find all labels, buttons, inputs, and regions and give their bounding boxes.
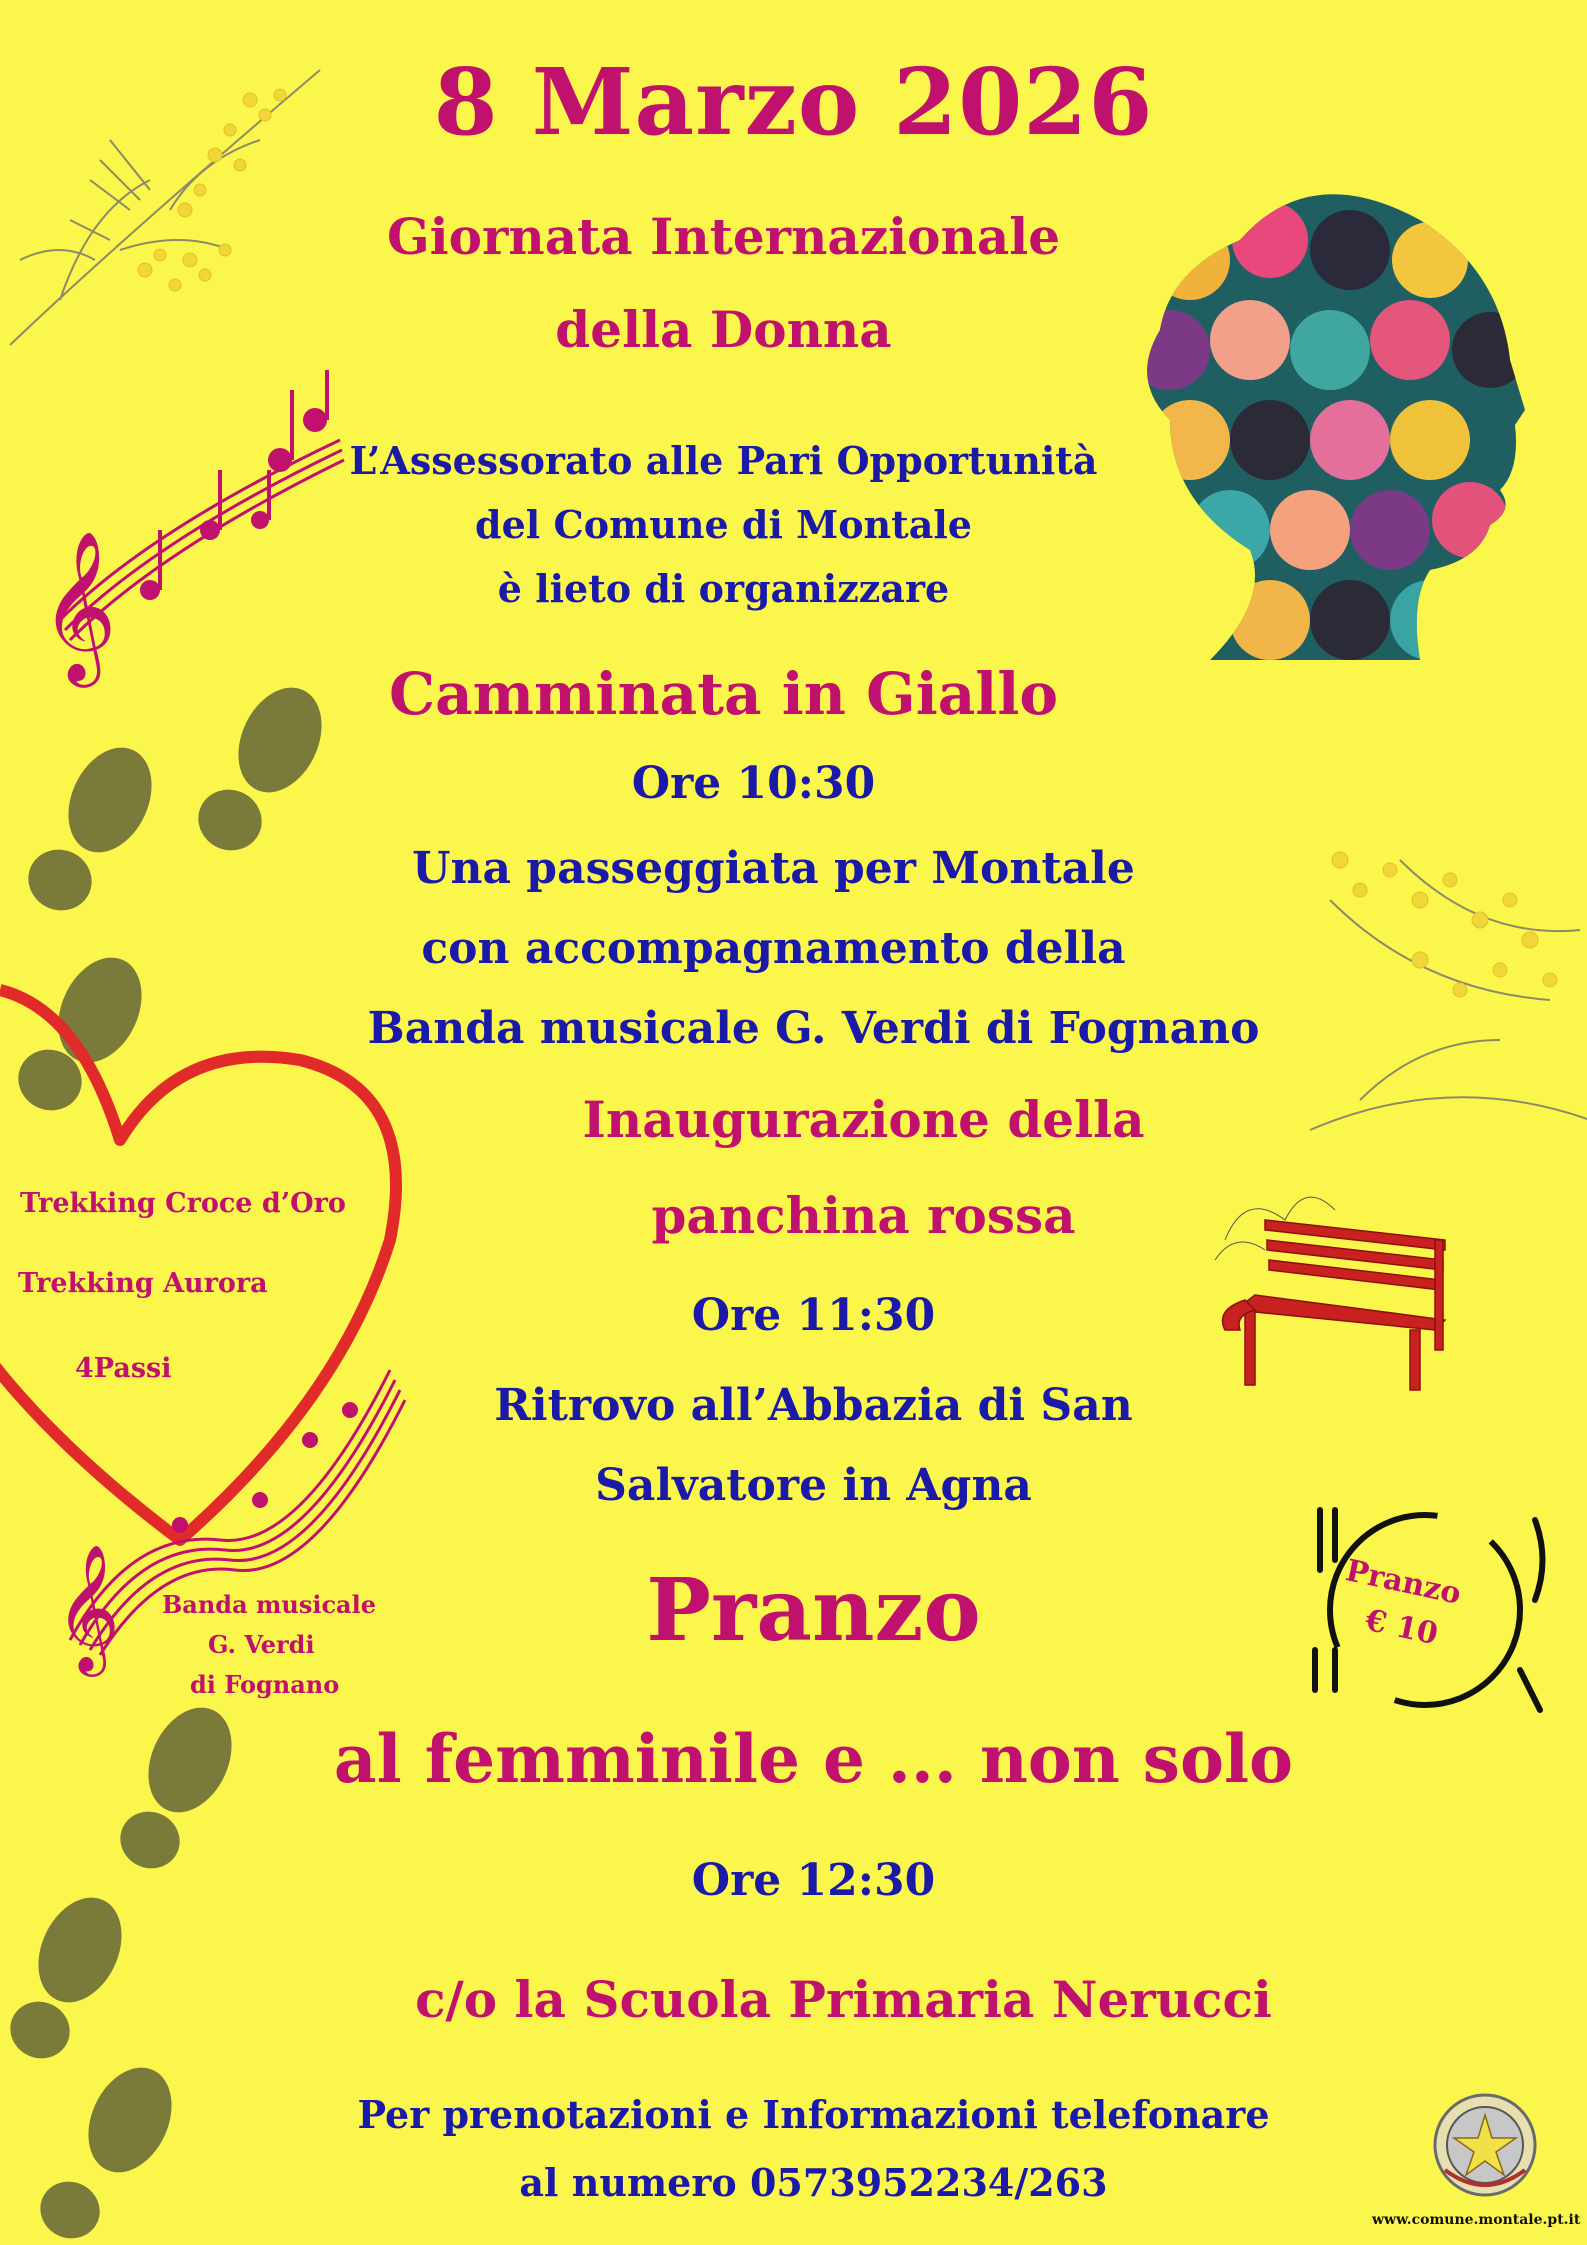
website-url: www.comune.montale.pt.it [1372,2212,1581,2228]
lunch-place: c/o la Scuola Primaria Nerucci [415,1970,1272,2029]
band-label-1: Banda musicale [162,1590,376,1619]
walk-time: Ore 10:30 [631,758,876,809]
bench-title-1: Inaugurazione della [582,1090,1145,1149]
lunch-badge-price: € 10 [1362,1602,1441,1653]
band-label-3: di Fognano [190,1670,340,1699]
bench-desc-2: Salvatore in Agna [595,1460,1032,1511]
lunch-badge-label: Pranzo [1342,1553,1465,1612]
bench-time: Ore 11:30 [691,1290,936,1341]
event-subtitle-line1: Giornata Internazionale [386,207,1061,266]
event-subtitle-line2: della Donna [555,300,892,359]
band-label-2: G. Verdi [208,1630,315,1659]
trekking-label-1: Trekking Croce d’Oro [20,1188,346,1219]
trekking-label-2: Trekking Aurora [18,1268,268,1299]
intro-line-2: del Comune di Montale [475,502,972,547]
booking-line-2: al numero 0573952234/263 [519,2160,1108,2205]
walk-desc-2: con accompagnamento della [421,923,1126,974]
svg-text:𝄞: 𝄞 [40,529,117,681]
bench-title-2: panchina rossa [651,1186,1076,1245]
bench-desc-1: Ritrovo all’Abbazia di San [494,1380,1133,1431]
intro-line-1: L’Assessorato alle Pari Opportunità [349,438,1098,483]
lunch-subtitle: al femminile e ... non solo [333,1720,1294,1798]
walk-title: Camminata in Giallo [388,660,1059,728]
event-date-title: 8 Marzo 2026 [433,48,1154,156]
svg-text:𝄞: 𝄞 [55,1543,121,1671]
trekking-label-3: 4Passi [75,1353,172,1384]
booking-line-1: Per prenotazioni e Informazioni telefonare [357,2092,1270,2137]
walk-desc-1: Una passeggiata per Montale [412,843,1135,894]
lunch-time: Ore 12:30 [691,1855,936,1906]
intro-line-3: è lieto di organizzare [497,566,950,611]
walk-desc-3: Banda musicale G. Verdi di Fognano [367,1003,1260,1054]
lunch-title: Pranzo [646,1560,981,1661]
